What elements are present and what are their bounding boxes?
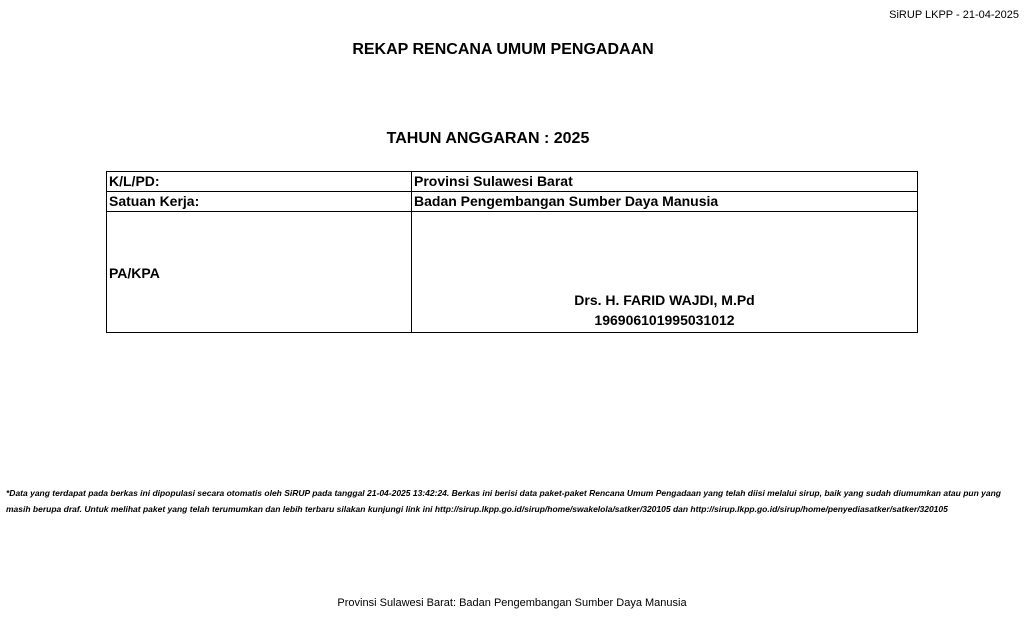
satuan-kerja-label: Satuan Kerja: (107, 192, 412, 212)
document-title: REKAP RENCANA UMUM PENGADAAN (352, 41, 654, 58)
fiscal-year-heading: TAHUN ANGGARAN : 2025 (386, 130, 590, 147)
pa-kpa-label: PA/KPA (109, 265, 160, 281)
klpd-value: Provinsi Sulawesi Barat (412, 172, 918, 192)
agency-info-table (106, 171, 918, 333)
footnote: *Data yang terdapat pada berkas ini dipopulasi secara otomatis oleh SiRUP pada tanggal 21-04-2025 13:42:24. Berkas ini berisi data paket-paket Rencana Umum Pengadaan yang telah diisi melalui sirup, baik yang sudah diumumkan atau pun yang masih berupa draf. Untuk melihat paket yang telah terumumkan dan lebih terbaru silakan kunjungi link ini http://sirup.lkpp.go.id/sirup/home/swakelola/satker/320105 dan http://sirup.lkpp.go.id/sirup/home/penyediasatker/satker/320105 (6, 488, 1001, 514)
official-nip: 196906101995031012 (594, 312, 735, 328)
table-row (107, 172, 918, 192)
official-name: Drs. H. FARID WAJDI, M.Pd (574, 292, 755, 308)
pa-kpa-label-cell (107, 212, 412, 333)
generated-stamp: SiRUP LKPP - 21-04-2025 (889, 9, 1019, 21)
signature-cell (412, 212, 918, 333)
klpd-label: K/L/PD: (107, 172, 412, 192)
page-footer: Provinsi Sulawesi Barat: Badan Pengembangan Sumber Daya Manusia (337, 597, 687, 609)
satuan-kerja-value: Badan Pengembangan Sumber Daya Manusia (412, 192, 918, 212)
pa-kpa-row (107, 212, 918, 333)
table-row (107, 192, 918, 212)
signature-block (414, 212, 915, 330)
